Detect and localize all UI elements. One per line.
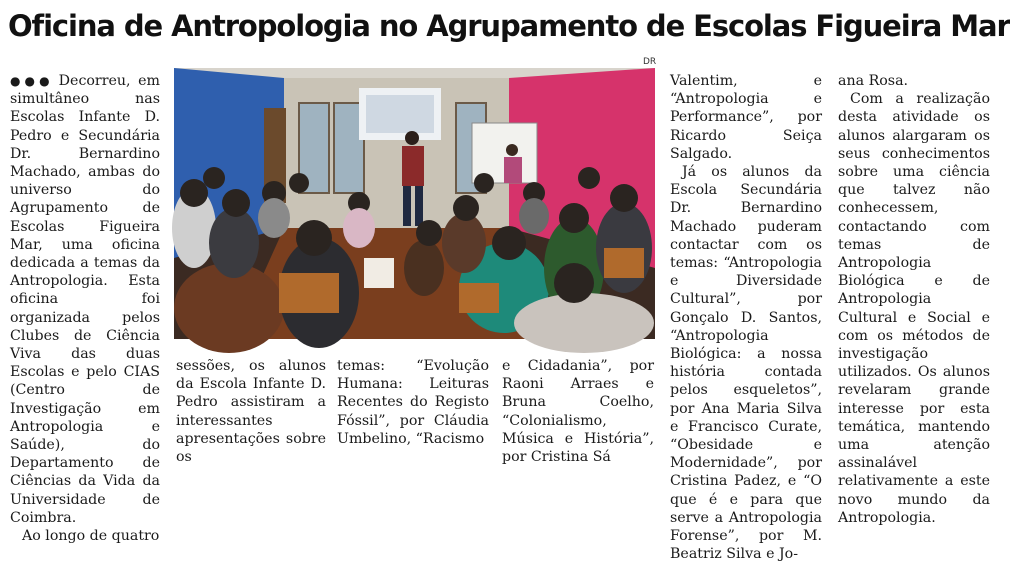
article-column-3 xyxy=(337,357,489,447)
article-column-6 xyxy=(838,72,990,526)
lead-marker: ●●● xyxy=(10,74,54,88)
article-column-4 xyxy=(502,357,654,466)
paragraph: sessões, os alunos da Escola Infante D. Pedro assistiram a interessantes apresentações sobre os xyxy=(176,358,326,466)
article-column-1 xyxy=(10,72,160,545)
article-column-5 xyxy=(670,72,822,563)
article-column-2 xyxy=(176,357,326,466)
photo-credit: DR xyxy=(643,57,657,67)
article-headline: Oficina de Antropologia no Agrupamento de Escolas Figueira Mar xyxy=(8,9,1010,43)
paragraph: temas: “Evolução Humana: Leituras Recentes do Registo Fóssil”, por Cláudia Umbelino, “Racismo xyxy=(337,358,489,447)
paragraph: e Cidadania”, por Raoni Arraes e Bruna Coelho, “Colonialismo, Música e História”, por Cristina Sá xyxy=(502,358,654,466)
paragraph: ana Rosa. xyxy=(838,73,909,89)
lead-paragraph xyxy=(10,72,160,527)
paragraph: Com a realização desta atividade os alunos alargaram os seus conhecimentos sobre uma ciência que talvez não conhecessem, contactando com temas de Antropologia Biológica e de Antropologia Cultural e Social e com os métodos de investigação utilizados. Os alunos revelaram grande interesse por esta temática, mantendo uma atenção assinalável relativamente a este novo mundo da Antropologia. xyxy=(838,91,990,526)
paragraph: Já os alunos da Escola Secundária Dr. Bernardino Machado puderam contactar com os temas: “Antropologia e Diversidade Cultural”, por Gonçalo D. Santos, “Antropologia Biológica: a nossa história contada pelos esqueletos”, por Ana Maria Silva e Francisco Curate, “Obesidade e Modernidade”, por Cristina Padez, e “O que é e para que serve a Antropologia Forense”, por M. Beatriz Silva e Jo- xyxy=(670,164,822,563)
article-photo xyxy=(174,68,655,339)
lead-text: Decorreu, em simultâneo nas Escolas Infante D. Pedro e Secundária Dr. Bernardino Machado, ambas do universo do Agrupamento de Escolas Figueira Mar, uma oficina dedicada a temas da Antropologia. Esta oficina foi organizada pelos Clubes de Ciência Viva das duas Escolas e pelo CIAS (Centro de Investigação em Antropologia e Saúde), do Departamento de Ciências da Vida da Universidade de Coimbra. xyxy=(10,73,160,526)
paragraph: Valentim, e “Antropologia e Performance”, por Ricardo Seiça Salgado. xyxy=(670,73,822,162)
paragraph: Ao longo de quatro xyxy=(22,528,160,545)
